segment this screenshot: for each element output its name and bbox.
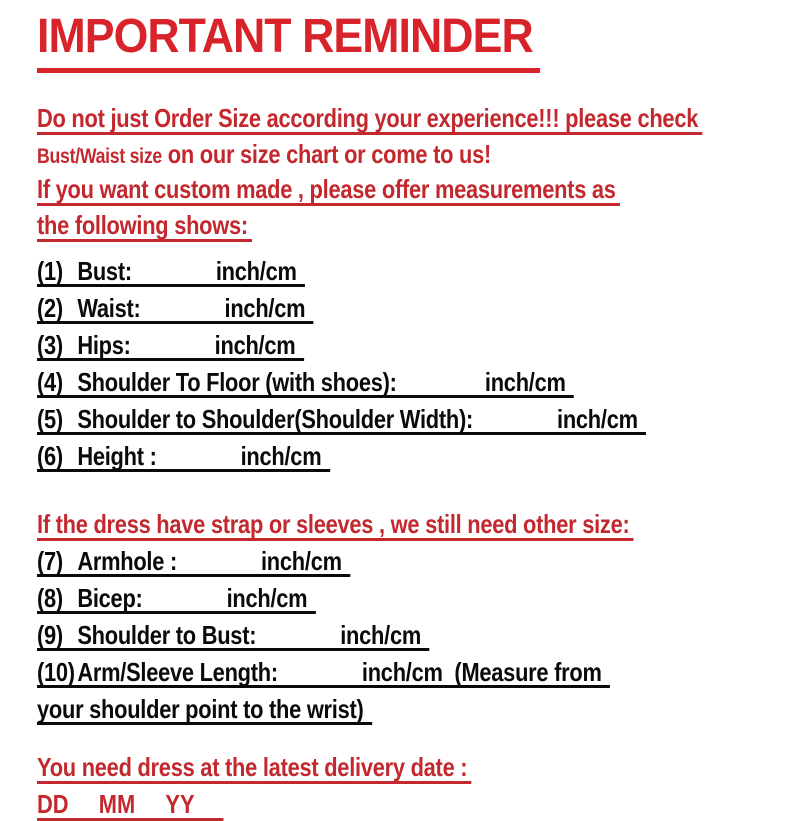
- measure-note-line2: your shoulder point to the wrist): [37, 694, 364, 725]
- day-field: DD: [37, 789, 69, 820]
- page-title: IMPORTANT REMINDER: [37, 12, 540, 73]
- item-unit: inch/cm: [240, 441, 322, 472]
- measurement-row-shoulder-to-bust: [37, 620, 429, 651]
- item-unit: inch/cm: [214, 330, 296, 361]
- item-number: (4): [37, 367, 63, 398]
- item-label: Shoulder to Bust:: [77, 620, 257, 651]
- custom-made-line: If you want custom made , please offer measurements as: [37, 176, 620, 206]
- item-number: (6): [37, 441, 63, 472]
- item-label: Bicep:: [77, 583, 143, 614]
- item-number: (3): [37, 330, 63, 361]
- item-unit: inch/cm: [226, 583, 308, 614]
- size-chart-note: [37, 141, 491, 170]
- measurement-row-sleeve-length: [37, 657, 610, 688]
- item-unit: inch/cm: [557, 404, 638, 435]
- month-field: MM: [98, 789, 136, 820]
- item-unit: inch/cm: [260, 546, 342, 577]
- item-number: (9): [37, 620, 63, 651]
- measurement-row-bicep: [37, 583, 316, 614]
- intro-warning-line: Do not just Order Size according your experience!!! please check: [37, 105, 702, 135]
- measurement-row-armhole: [37, 546, 350, 577]
- measurement-row-sleeve-length-continued: [37, 694, 372, 725]
- reminder-document: [0, 10, 800, 820]
- delivery-date-heading: You need dress at the latest delivery date :: [37, 754, 472, 784]
- year-field: YY: [165, 789, 195, 820]
- item-number: (5): [37, 404, 63, 435]
- item-label: Waist:: [77, 293, 141, 324]
- item-unit: inch/cm: [340, 620, 422, 651]
- item-number: (7): [37, 546, 63, 577]
- measurement-row-waist: [37, 293, 314, 324]
- measure-note: (Measure from: [454, 657, 602, 688]
- item-label: Hips:: [77, 330, 131, 361]
- item-number: (8): [37, 583, 63, 614]
- bust-waist-highlight: Bust/Waist size: [37, 145, 162, 169]
- item-unit: inch/cm: [484, 367, 566, 398]
- item-label: Armhole :: [77, 546, 177, 577]
- item-label: Height :: [77, 441, 157, 472]
- size-chart-note-rest: on our size chart or come to us!: [161, 139, 492, 170]
- item-number: (10): [37, 657, 75, 688]
- measurement-row-shoulder-width: [37, 404, 646, 435]
- measurement-row-height: [37, 441, 330, 472]
- item-unit: inch/cm: [361, 657, 443, 688]
- measurement-row-shoulder-to-floor: [37, 367, 574, 398]
- item-unit: inch/cm: [224, 293, 306, 324]
- item-unit: inch/cm: [215, 256, 297, 287]
- measurement-row-hips: [37, 330, 304, 361]
- item-label: Arm/Sleeve Length:: [77, 657, 278, 688]
- item-number: (1): [37, 256, 63, 287]
- strap-sleeves-heading: If the dress have strap or sleeves , we still need other size:: [37, 511, 634, 541]
- measurement-row-bust: [37, 256, 305, 287]
- item-number: (2): [37, 293, 63, 324]
- item-label: Bust:: [77, 256, 132, 287]
- delivery-date-fields: [37, 789, 223, 821]
- item-label: Shoulder to Shoulder(Shoulder Width):: [77, 404, 474, 435]
- following-shows-line: the following shows:: [37, 212, 252, 242]
- item-label: Shoulder To Floor (with shoes):: [77, 367, 397, 398]
